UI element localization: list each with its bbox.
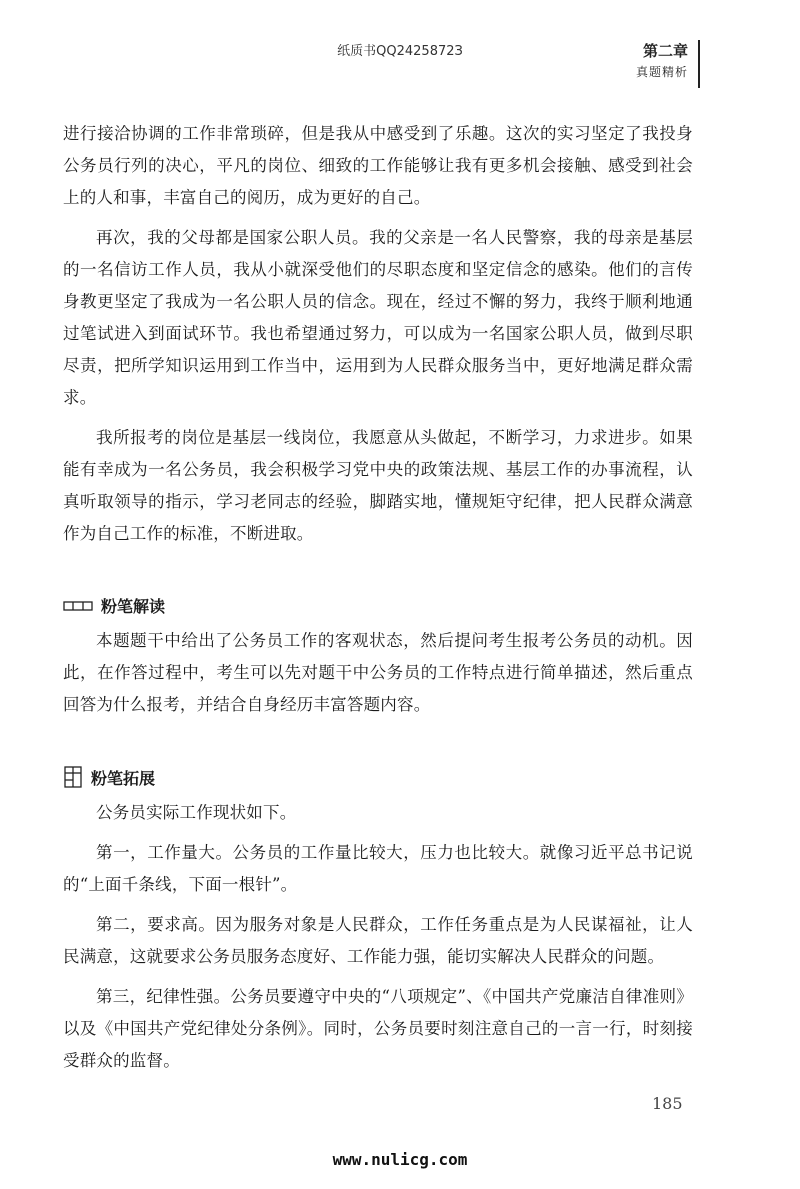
chapter-divider	[698, 40, 700, 88]
expand-paragraph: 公务员实际工作现状如下。	[96, 803, 297, 822]
footer-url: www.nulicg.com	[332, 1150, 468, 1169]
chapter-subtitle: 真题精析	[635, 65, 688, 79]
section-title: 粉笔拓展	[91, 768, 156, 788]
expand-icon	[63, 765, 83, 789]
page-content	[63, 118, 693, 1077]
expand-paragraph: 第二，要求高。因为服务对象是人民群众，工作任务重点是为人民谋福祉，让人民满意，这就要求公务员服务态度好、工作能力强，能切实解决人民群众的问题。	[63, 915, 693, 966]
page-number: 185	[652, 1094, 683, 1113]
body-paragraph: 进行接洽协调的工作非常琐碎，但是我从中感受到了乐趣。这次的实习坚定了我投身公务员行列的决心，平凡的岗位、细致的工作能够让我有更多机会接触、感受到社会上的人和事，丰富自己的阅历，成为更好的自己。	[63, 124, 693, 207]
expand-paragraph: 第三，纪律性强。公务员要遵守中央的“八项规定”、《中国共产党廉洁自律准则》以及《中国共产党纪律处分条例》。同时，公务员要时刻注意自己的一言一行，时刻接受群众的监督。	[63, 987, 693, 1070]
chapter-title: 第二章	[642, 42, 688, 60]
section-title: 粉笔解读	[101, 597, 166, 616]
interpret-icon	[63, 600, 93, 612]
running-header: 纸质书QQ2425872З	[337, 44, 463, 59]
expand-paragraph: 第一，工作量大。公务员的工作量比较大，压力也比较大。就像习近平总书记说的“上面千条线，下面一根针”。	[63, 843, 693, 894]
interpret-paragraph: 本题题干中给出了公务员工作的客观状态，然后提问考生报考公务员的动机。因此，在作答过程中，考生可以先对题干中公务员的工作特点进行简单描述，然后重点回答为什么报考，并结合自身经历丰富答题内容。	[63, 631, 693, 714]
body-paragraph: 我所报考的岗位是基层一线岗位，我愿意从头做起，不断学习，力求进步。如果能有幸成为一名公务员，我会积极学习党中央的政策法规、基层工作的办事流程，认真听取领导的指示，学习老同志的经验，脚踏实地，懂规矩守纪律，把人民群众满意作为自己工作的标准，不断进取。	[63, 428, 693, 543]
section-heading-expand	[63, 765, 693, 789]
chapter-marker	[636, 40, 688, 82]
section-heading-interpret	[63, 594, 693, 617]
body-paragraph: 再次，我的父母都是国家公职人员。我的父亲是一名人民警察，我的母亲是基层的一名信访工作人员，我从小就深受他们的尽职态度和坚定信念的感染。他们的言传身教更坚定了我成为一名公职人员的信念。现在，经过不懈的努力，我终于顺利地通过笔试进入到面试环节。我也希望通过努力，可以成为一名国家公职人员，做到尽职尽责，把所学知识运用到工作当中，运用到为人民群众服务当中，更好地满足群众需求。	[63, 228, 693, 407]
